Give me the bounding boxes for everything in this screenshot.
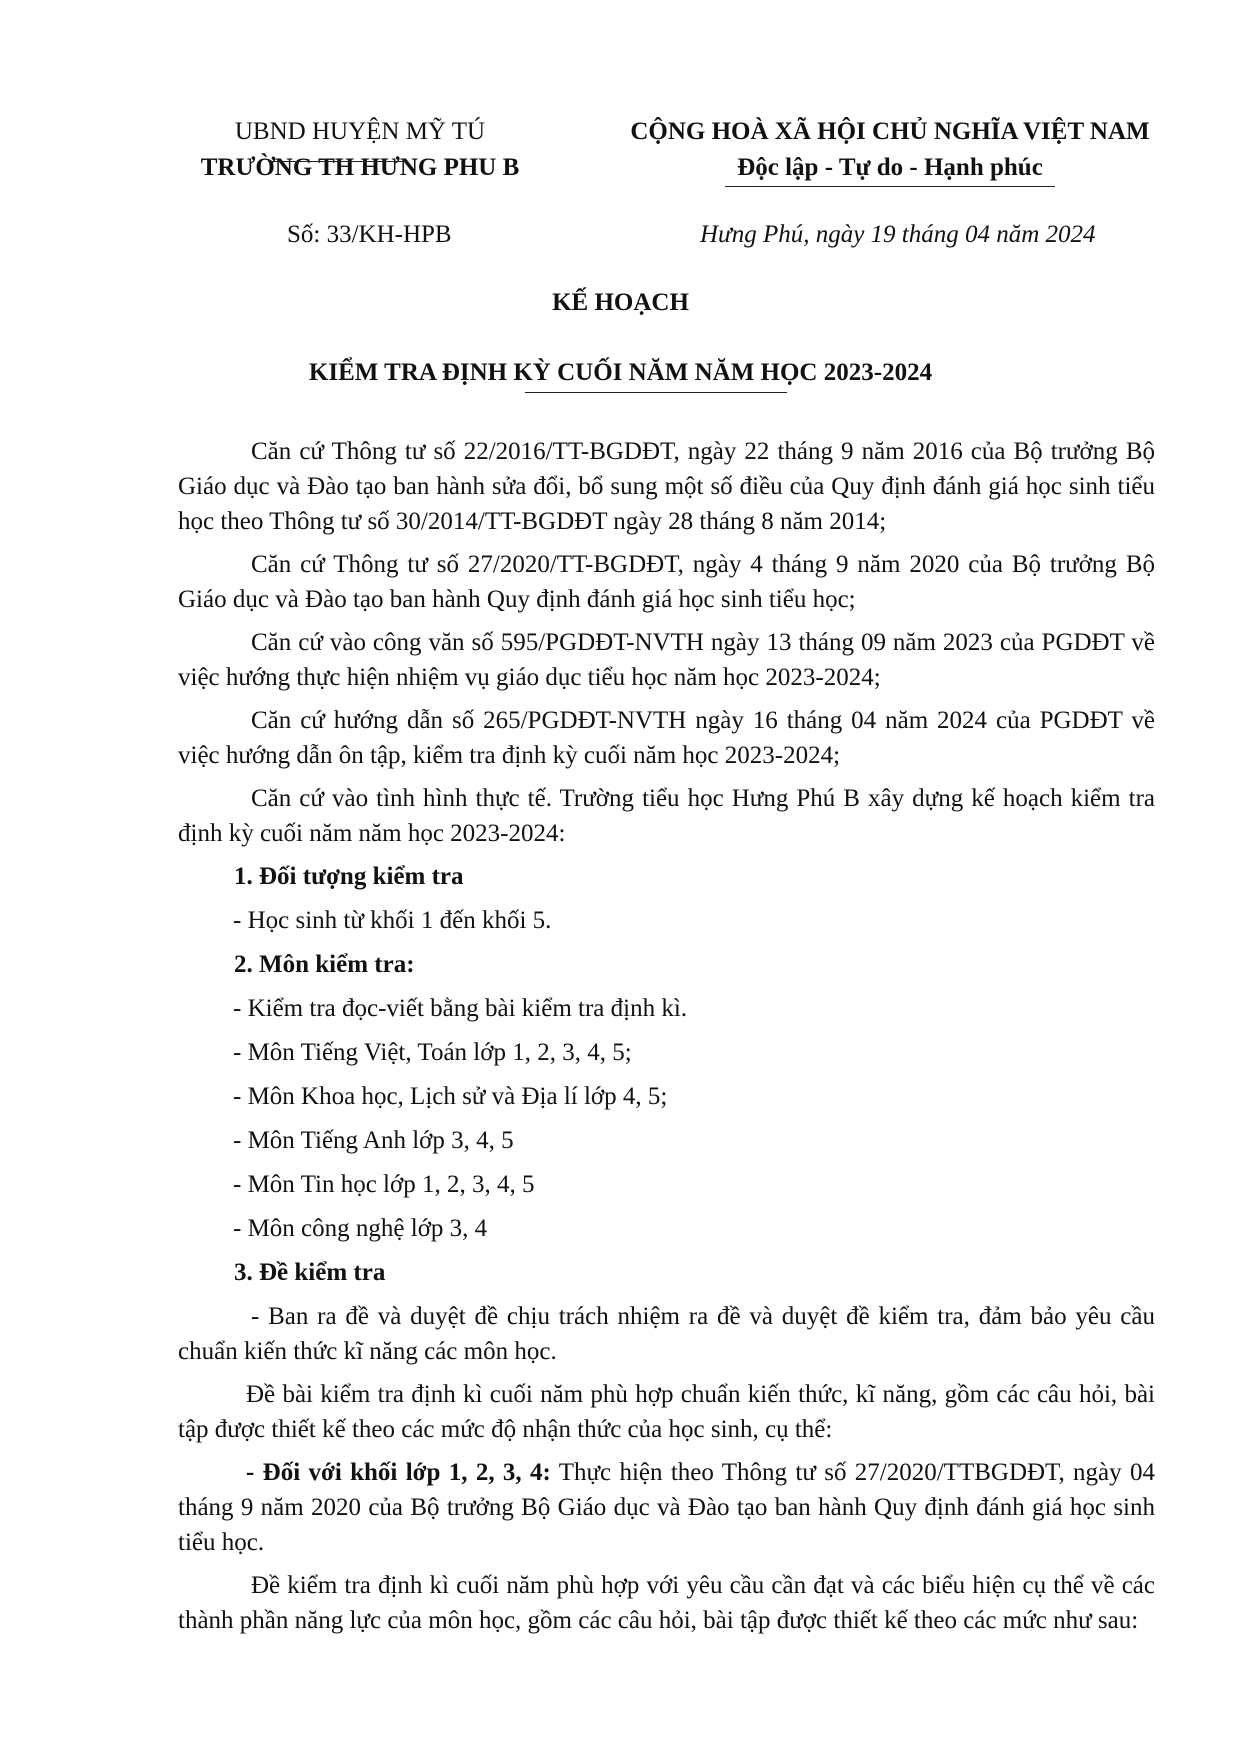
list-item: - Học sinh từ khối 1 đến khối 5. xyxy=(233,907,552,934)
list-item: - Môn Tiếng Việt, Toán lớp 1, 2, 3, 4, 5; xyxy=(233,1039,632,1066)
body-paragraph xyxy=(178,1455,1155,1560)
agency-header xyxy=(180,114,540,186)
school-name-underline xyxy=(268,161,408,162)
agency-name: UBND HUYỆN MỸ TÚ xyxy=(234,118,486,145)
paragraph-lead: - Đối với khối lớp 1, 2, 3, 4: xyxy=(246,1459,551,1486)
body-paragraph: Đề kiểm tra định kì cuối năm phù hợp với yêu cầu cần đạt và các biểu hiện cụ thể về các thành phần năng lực của môn học, gồm các câu hỏi, bài tập được thiết kế theo các mức như sau: xyxy=(178,1572,1155,1634)
list-item: - Môn Tiếng Anh lớp 3, 4, 5 xyxy=(233,1127,514,1154)
title-underline xyxy=(525,392,787,393)
document-type-title: KẾ HOẠCH xyxy=(552,289,689,316)
legal-basis-paragraph: Căn cứ Thông tư số 22/2016/TT-BGDĐT, ngày 22 tháng 9 năm 2016 của Bộ trưởng Bộ Giáo dục và Đào tạo ban hành sửa đổi, bổ sung một số điều của Quy định đánh giá học sinh tiểu học theo Thông tư số 30/2014/TT-BGDĐT ngày 28 tháng 8 năm 2014; xyxy=(178,438,1155,535)
list-item: - Kiểm tra đọc-viết bằng bài kiểm tra định kì. xyxy=(233,995,688,1022)
legal-basis-paragraph: Căn cứ vào tình hình thực tế. Trường tiểu học Hưng Phú B xây dựng kế hoạch kiểm tra định kỳ cuối năm năm học 2023-2024: xyxy=(178,785,1155,847)
body-paragraph: Đề bài kiểm tra định kì cuối năm phù hợp chuẩn kiến thức, kĩ năng, gồm các câu hỏi, bài tập được thiết kế theo các mức độ nhận thức của học sinh, cụ thể: xyxy=(178,1381,1155,1443)
document-body xyxy=(178,434,1155,1646)
paragraph-text: Thực hiện theo Thông tư số 27/2020/TTBGDĐT, ngày 04 tháng 9 năm 2020 của Bộ trưởng Bộ Giáo dục và Đào tạo ban hành Quy định đánh giá học sinh tiểu học. xyxy=(178,1459,1155,1556)
document-number: Số: 33/KH-HPB xyxy=(287,221,452,248)
national-title: CỘNG HOÀ XÃ HỘI CHỦ NGHĨA VIỆT NAM xyxy=(630,118,1150,145)
national-motto: Độc lập - Tự do - Hạnh phúc xyxy=(737,154,1043,181)
legal-basis-paragraph: Căn cứ hướng dẫn số 265/PGDĐT-NVTH ngày 16 tháng 04 năm 2024 của PGDĐT về việc hướng dẫn ôn tập, kiểm tra định kỳ cuối năm học 2023-2024; xyxy=(178,707,1155,769)
section-heading: 3. Đề kiểm tra xyxy=(234,1259,386,1286)
national-header xyxy=(590,114,1190,186)
list-item: - Môn Tin học lớp 1, 2, 3, 4, 5 xyxy=(233,1171,535,1198)
section-heading: 1. Đối tượng kiểm tra xyxy=(234,863,464,890)
school-name: TRƯỜNG TH HƯNG PHU B xyxy=(200,154,520,181)
legal-basis-paragraph: Căn cứ Thông tư số 27/2020/TT-BGDĐT, ngày 4 tháng 9 năm 2020 của Bộ trưởng Bộ Giáo dục và Đào tạo ban hành Quy định đánh giá học sinh tiểu học; xyxy=(178,551,1155,613)
section-heading: 2. Môn kiểm tra: xyxy=(234,951,415,978)
body-paragraph: - Ban ra đề và duyệt đề chịu trách nhiệm ra đề và duyệt đề kiểm tra, đảm bảo yêu cầu chuẩn kiến thức kĩ năng các môn học. xyxy=(178,1303,1155,1365)
document-subject-title: KIỂM TRA ĐỊNH KỲ CUỐI NĂM NĂM HỌC 2023-2024 xyxy=(308,359,933,386)
motto-underline xyxy=(725,186,1055,187)
place-date: Hưng Phú, ngày 19 tháng 04 năm 2024 xyxy=(700,221,1096,248)
list-item: - Môn công nghệ lớp 3, 4 xyxy=(233,1215,488,1242)
legal-basis-paragraph: Căn cứ vào công văn số 595/PGDĐT-NVTH ngày 13 tháng 09 năm 2023 của PGDĐT về việc hướng thực hiện nhiệm vụ giáo dục tiểu học năm học 2023-2024; xyxy=(178,629,1155,691)
list-item: - Môn Khoa học, Lịch sử và Địa lí lớp 4, 5; xyxy=(233,1083,668,1110)
